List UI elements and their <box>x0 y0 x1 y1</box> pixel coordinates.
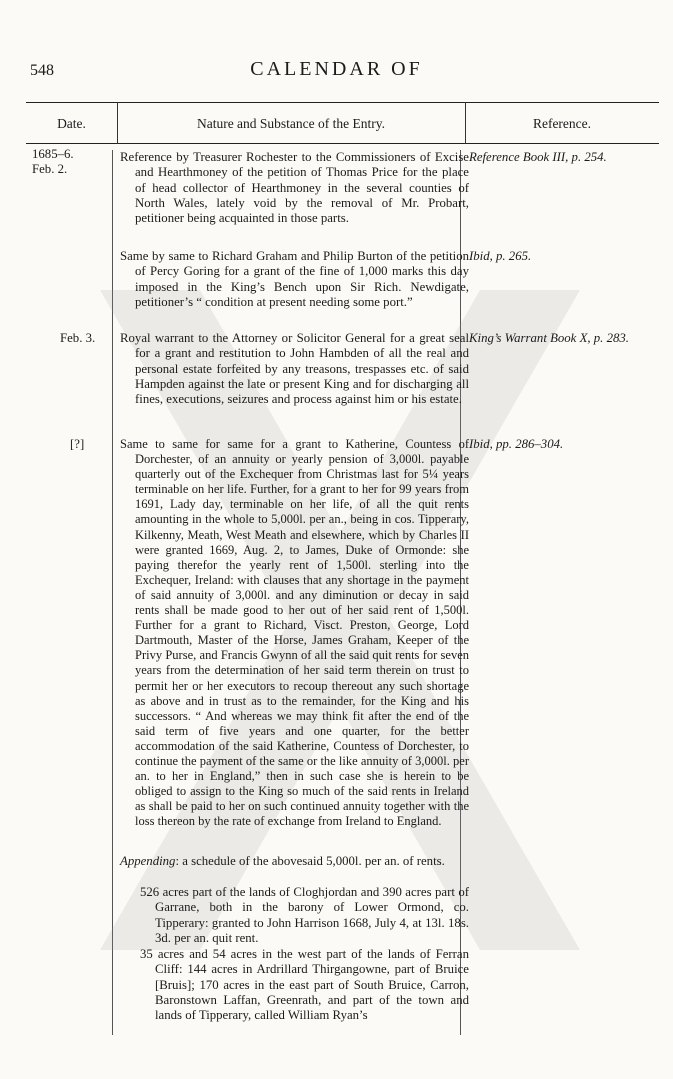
entry-text: Same to same for same for a grant to Katherine, Countess of Dorchester, of an annuity or yearly pension of 3,000l. payable quarterly out of the Exchequer from Christmas last for 5¼ years terminable on her life. Further, for a grant to her for 99 years from 1691, Lady day, terminable on her life, of all the quit rents amounting in the whole to 5,000l. per an., being in cos. Tipperary, Kilkenny, Meath, West Meath and elsewhere, which by Charles II were granted 1669, Aug. 2, to James, Duke of Ormonde: she paying therefor the yearly rent of 1,500l. sterling into the Exchequer, Ireland: with clauses that any shortage in the payment of said annuity of 3,000l. and any diminution or decay in said rents shall be made good to her out of her said rent of 1,500l. Further for a grant to Richard, Visct. Preston, George, Lord Dartmouth, Master of the Horse, James Graham, Keeper of the Privy Purse, and Francis Gwynn of all the said quit rents for seven years from the determination of her said term therein on trust to permit her or her executors to recoup thereout any such shortage as above and in trust as to the remainder, for the King and his successors. “ And whereas we may think fit after the end of the said term of five years and one quarter, for the better accommodation of the said Katherine, Countess of Dorchester, to continue the payment of the same or the like annuity of 3,000l. per an. to her in England,” then in such case she is herein to be obliged to assign to the King so much of the said rents in Ireland as shall be paid to her on such continued annuity together with the loss thereon by the rate of exchange from Ireland to England. <box>120 437 469 829</box>
entry-reference: Ibid, p. 265. <box>469 249 532 263</box>
appending-text: : a schedule of the abovesaid 5,000l. per an. of rents. <box>175 854 445 868</box>
entry-date: [?] <box>70 437 85 451</box>
column-divider <box>112 150 113 1035</box>
entry-reference: King’s Warrant Book X, p. 283. <box>469 331 629 345</box>
appending-line <box>120 854 454 869</box>
schedule-item: 526 acres part of the lands of Cloghjordan and 390 acres part of Garrane, both in the barony of Lower Ormond, co. Tipperary: granted to John Harrison 1668, July 4, at 13l. 18s. 3d. per an. quit rent. <box>140 885 469 945</box>
entry-reference: Ibid, pp. 286–304. <box>469 437 564 451</box>
column-header-reference: Reference. <box>532 116 592 131</box>
entry-text: Reference by Treasurer Rochester to the Commissioners of Excise and Hearthmoney of the petition of Thomas Price for the place of head collector of Hearthmoney in the several counties of North Wales, lately void by the removal of Mr. Probart, petitioner being acquainted in those parts. <box>120 150 469 226</box>
page-number: 548 <box>30 62 54 79</box>
entry-text: Royal warrant to the Attorney or Solicitor General for a great seal for a grant and restitution to John Hambden of all the real and personal estate forfeited by any treasons, trespasses etc. of said Hampden against the late or present King and for discharging all fines, executions, seizures and process against him or his estate. <box>120 331 469 407</box>
appending-label: Appending <box>120 854 176 868</box>
table-header-rule <box>26 143 659 144</box>
running-title: CALENDAR OF <box>250 58 423 80</box>
table-top-rule <box>26 102 659 103</box>
column-header-date: Date. <box>57 116 86 131</box>
column-header-nature: Nature and Substance of the Entry. <box>196 116 386 131</box>
entry-date: 1685–6. Feb. 2. <box>32 147 74 177</box>
entry-text: Same by same to Richard Graham and Philip Burton of the petition of Percy Goring for a grant of the fine of 1,000 marks this day imposed in the King’s Bench upon Sir Rich. Newdigate, petitioner’s “ condition at present needing some port.” <box>120 249 469 309</box>
entry-reference: Reference Book III, p. 254. <box>469 150 607 164</box>
entry-date: Feb. 3. <box>60 331 96 345</box>
schedule-item: 35 acres and 54 acres in the west part of the lands of Ferran Cliff: 144 acres in Ardrillard Thirgangowne, part of Bruice [Bruis]; 170 acres in the east part of South Bruice, Carron, Baronstown Laffan, Greenrath, and part of the town and lands of Tipperary, called William Ryan’s <box>140 947 469 1023</box>
